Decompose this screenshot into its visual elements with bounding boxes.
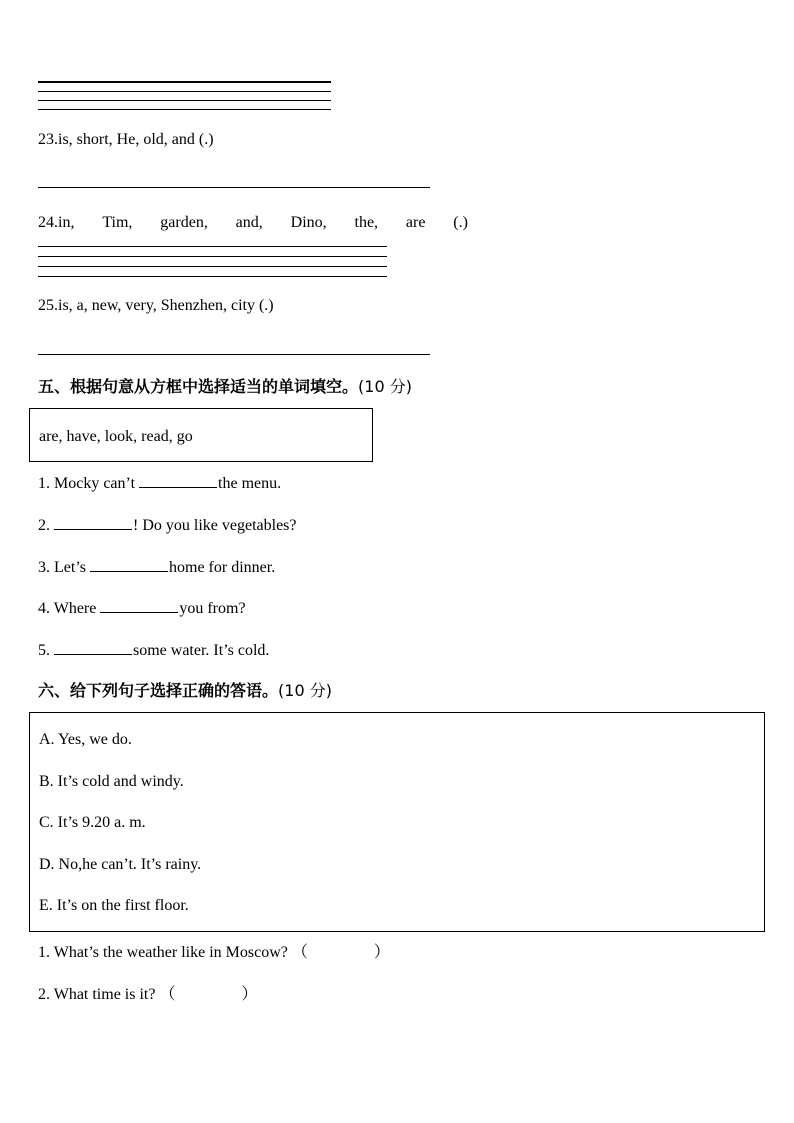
word-box-text: are, have, look, read, go [39, 428, 193, 445]
question-25: 25.is, a, new, very, Shenzhen, city (.) [38, 297, 274, 314]
fill-blank[interactable] [90, 557, 168, 572]
answer-line-24[interactable] [38, 246, 387, 247]
q24-word: and, [235, 214, 263, 231]
word-box [29, 408, 373, 462]
section-6-points: (10 分) [278, 681, 332, 700]
option-c: C. It’s 9.20 a. m. [39, 814, 146, 831]
fill-item-2 [38, 515, 297, 536]
answer-paren-open: （ [291, 944, 308, 961]
question-24 [38, 213, 468, 233]
answer-line-24 [38, 256, 387, 257]
section-5-points: (10 分) [358, 377, 412, 396]
answer-paren-close: ） [373, 944, 390, 961]
option-a: A. Yes, we do. [39, 731, 132, 748]
section-6-title [38, 680, 332, 702]
fill-blank[interactable] [139, 473, 217, 488]
fill-blank[interactable] [54, 640, 132, 655]
q24-word: are [405, 214, 426, 231]
fill-item-text: 5. [38, 642, 54, 659]
q24-word: (.) [453, 214, 468, 231]
fill-blank[interactable] [54, 515, 132, 530]
section-6-heading: 六、给下列句子选择正确的答语。 [38, 681, 279, 700]
fill-item-text: 4. Where [38, 600, 101, 617]
match-question-1 [38, 943, 390, 963]
q24-word: Tim, [102, 214, 133, 231]
answer-line [38, 100, 331, 101]
match-question-text: 1. What’s the weather like in Moscow? [38, 944, 288, 961]
option-b: B. It’s cold and windy. [39, 773, 184, 790]
fill-item-text: you from? [179, 600, 246, 617]
options-box [29, 712, 765, 932]
match-question-2 [38, 985, 258, 1005]
fill-item-5 [38, 640, 269, 661]
section-5-title [38, 376, 412, 398]
q24-word: the, [354, 214, 379, 231]
fill-item-text: 2. [38, 517, 54, 534]
fill-item-1 [38, 473, 281, 494]
fill-item-3 [38, 557, 275, 578]
q24-num: 24.in, [38, 214, 75, 231]
answer-line [38, 109, 331, 110]
fill-item-text: 3. Let’s [38, 559, 90, 576]
fill-item-text: 1. Mocky can’t [38, 475, 140, 492]
answer-paren-open: （ [159, 986, 176, 1003]
answer-paren-close: ） [241, 986, 258, 1003]
fill-blank[interactable] [100, 598, 178, 613]
answer-line-24 [38, 266, 387, 267]
answer-line-24 [38, 276, 387, 277]
fill-item-4 [38, 598, 246, 619]
fill-item-text: home for dinner. [169, 559, 276, 576]
fill-item-text: some water. It’s cold. [133, 642, 270, 659]
answer-line [38, 91, 331, 92]
q24-word: Dino, [290, 214, 327, 231]
question-23: 23.is, short, He, old, and (.) [38, 131, 214, 148]
answer-line [38, 81, 331, 83]
fill-item-text: the menu. [218, 475, 282, 492]
q24-word: garden, [160, 214, 208, 231]
option-d: D. No,he can’t. It’s rainy. [39, 856, 202, 873]
fill-item-text: ! Do you like vegetables? [133, 517, 297, 534]
answer-line-25[interactable] [38, 354, 430, 355]
option-e: E. It’s on the first floor. [39, 897, 189, 914]
section-5-heading: 五、根据句意从方框中选择适当的单词填空。 [38, 377, 359, 396]
answer-line-23[interactable] [38, 187, 430, 188]
match-question-text: 2. What time is it? [38, 986, 156, 1003]
